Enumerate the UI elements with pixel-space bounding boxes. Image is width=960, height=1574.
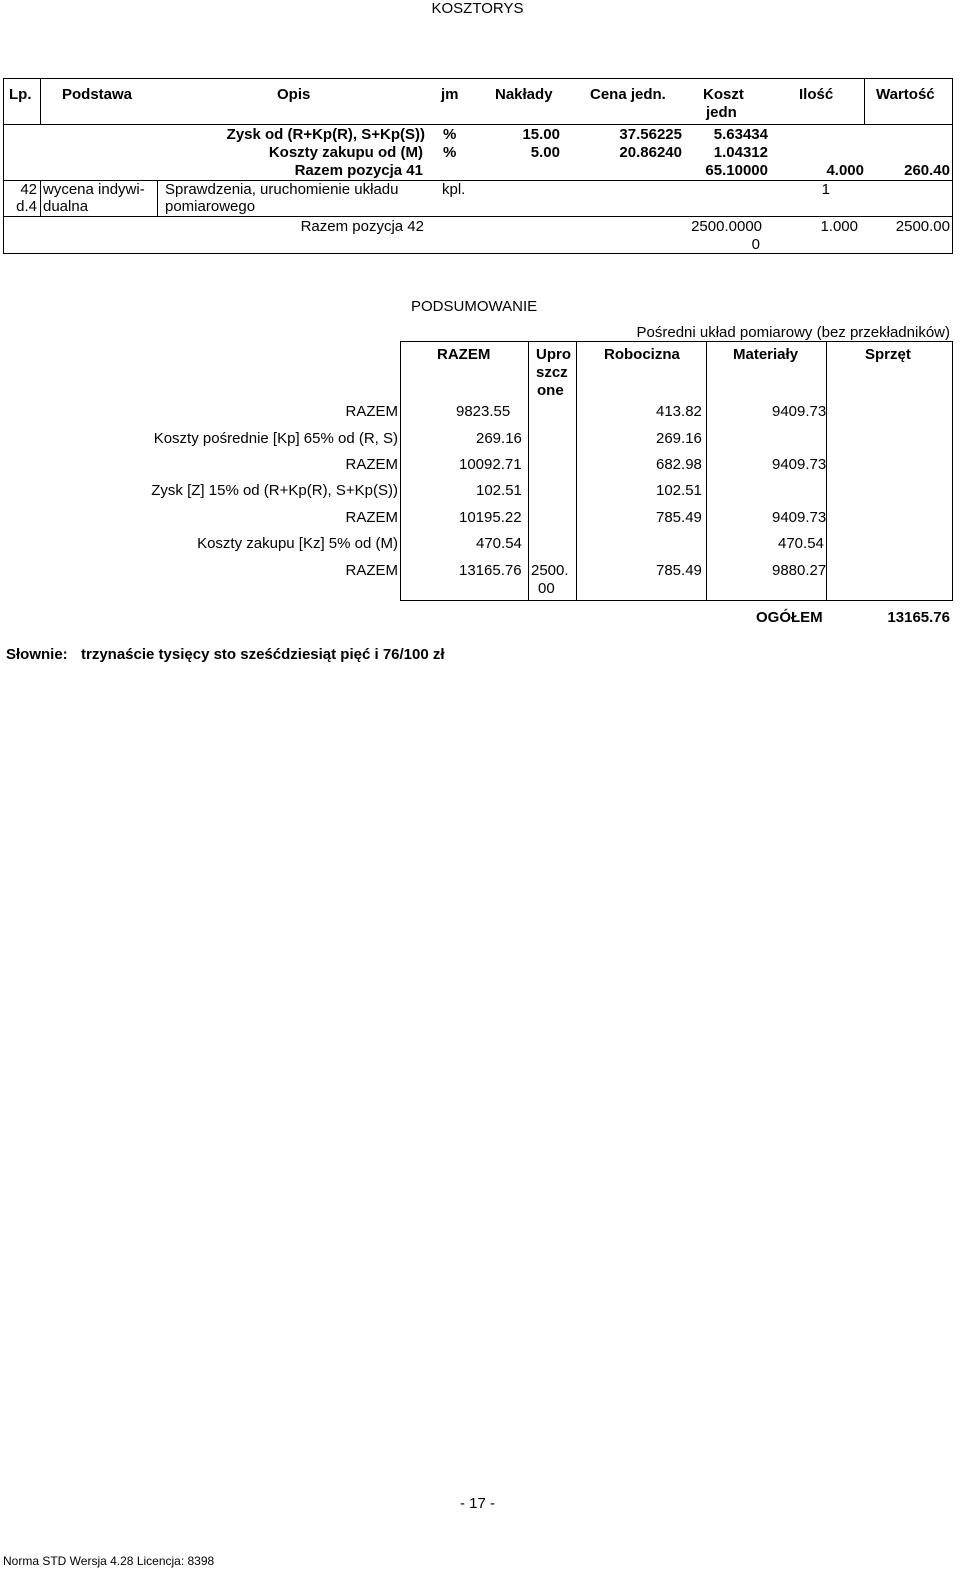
razem-42-wartosc: 2500.00: [895, 218, 950, 235]
summary-row-razem: 102.51: [476, 482, 522, 499]
zakupu-naklady: 5.00: [530, 144, 560, 161]
header-jm: jm: [441, 86, 459, 103]
summary-row-materialy: 9409.73: [772, 456, 827, 473]
summary-header-sprzet: Sprzęt: [865, 346, 911, 363]
summary-row-label: RAZEM: [345, 509, 398, 526]
summary-row-razem: 10092.71: [459, 456, 522, 473]
ogolem-value: 13165.76: [887, 609, 950, 626]
item-naklady: 1: [821, 181, 830, 198]
summary-title: PODSUMOWANIE: [411, 298, 538, 315]
summary-row-robocizna: 413.82: [656, 403, 702, 420]
summary-row-materialy: 9409.73: [772, 509, 827, 526]
summary-row-label: RAZEM: [345, 562, 398, 579]
header-opis: Opis: [277, 86, 311, 103]
header-ilosc: Ilość: [799, 86, 834, 103]
words-label: Słownie:: [6, 646, 68, 663]
words-value: trzynaście tysięcy sto sześćdziesiąt pięć i 76/100 zł: [81, 646, 445, 663]
zysk-naklady: 15.00: [522, 126, 560, 143]
summary-row-label: Koszty pośrednie [Kp] 65% od (R, S): [153, 430, 398, 447]
summary-header-robocizna: Robocizna: [604, 346, 680, 363]
item-podstawa: wycena indywi-: [43, 181, 145, 198]
summary-row-robocizna: 102.51: [656, 482, 702, 499]
razem-41-label: Razem pozycja 41: [294, 162, 423, 179]
summary-row-label: RAZEM: [345, 456, 398, 473]
summary-row-razem: 13165.76: [459, 562, 522, 579]
summary-row-label: Zysk [Z] 15% od (R+Kp(R), S+Kp(S)): [151, 482, 398, 499]
summary-row-robocizna: 785.49: [656, 562, 702, 579]
razem-41-ilosc: 4.000: [826, 162, 864, 179]
zysk-jm: %: [443, 126, 457, 143]
razem-42-label: Razem pozycja 42: [300, 218, 424, 235]
zysk-label: Zysk od (R+Kp(R), S+Kp(S)): [226, 126, 425, 143]
razem-42-ilosc: 1.000: [820, 218, 858, 235]
zysk-cena: 37.56225: [619, 126, 682, 143]
summary-row-label: Koszty zakupu [Kz] 5% od (M): [197, 535, 398, 552]
item-lp-line2: d.4: [16, 198, 37, 215]
summary-row-robocizna: 269.16: [656, 430, 702, 447]
summary-row-label: RAZEM: [345, 403, 398, 420]
item-opis: Sprawdzenia, uruchomienie układu: [165, 181, 399, 198]
summary-row-materialy: 9880.27: [772, 562, 827, 579]
header-podstawa: Podstawa: [62, 86, 133, 103]
summary-header-upro: Upro: [536, 346, 571, 363]
document-title: KOSZTORYS: [431, 0, 524, 17]
ogolem-label: OGÓŁEM: [756, 609, 823, 626]
summary-row-robocizna: 682.98: [656, 456, 702, 473]
header-wartosc: Wartość: [876, 86, 935, 103]
summary-group-caption: Pośredni układ pomiarowy (bez przekładników): [636, 324, 950, 341]
header-koszt-line2: jedn: [706, 104, 737, 121]
summary-row-upro-line2: 00: [538, 580, 555, 597]
header-lp: Lp.: [9, 86, 32, 103]
item-lp: 42: [20, 181, 37, 198]
summary-row-razem: 9823.55: [456, 403, 511, 420]
item-podstawa-line2: dualna: [43, 198, 89, 215]
summary-row-upro: 2500.: [531, 562, 569, 579]
razem-42-koszt: 2500.0000: [691, 218, 762, 235]
zakupu-label: Koszty zakupu od (M): [268, 144, 423, 161]
summary-header-razem: RAZEM: [437, 346, 491, 363]
summary-row-razem: 470.54: [476, 535, 522, 552]
razem-42-koszt-line2: 0: [751, 236, 760, 253]
header-koszt: Koszt: [703, 86, 744, 103]
page-number: - 17 -: [459, 1495, 495, 1512]
summary-row-materialy: 470.54: [778, 535, 824, 552]
item-opis-line2: pomiarowego: [165, 198, 256, 215]
summary-row-razem: 10195.22: [459, 509, 522, 526]
zakupu-koszt: 1.04312: [713, 144, 768, 161]
summary-header-upro-line2: szcz: [536, 364, 568, 381]
summary-header-upro-line3: one: [537, 382, 564, 399]
footer-license: Norma STD Wersja 4.28 Licencja: 8398: [3, 1554, 215, 1568]
zysk-koszt: 5.63434: [713, 126, 768, 143]
header-naklady: Nakłady: [495, 86, 553, 103]
zakupu-jm: %: [443, 144, 457, 161]
zakupu-cena: 20.86240: [619, 144, 682, 161]
summary-header-materialy: Materiały: [733, 346, 799, 363]
summary-row-materialy: 9409.73: [772, 403, 827, 420]
summary-row-robocizna: 785.49: [656, 509, 702, 526]
razem-41-koszt: 65.10000: [705, 162, 768, 179]
summary-row-razem: 269.16: [476, 430, 522, 447]
razem-41-wartosc: 260.40: [904, 162, 950, 179]
header-cena: Cena jedn.: [590, 86, 666, 103]
item-jm: kpl.: [442, 181, 466, 198]
